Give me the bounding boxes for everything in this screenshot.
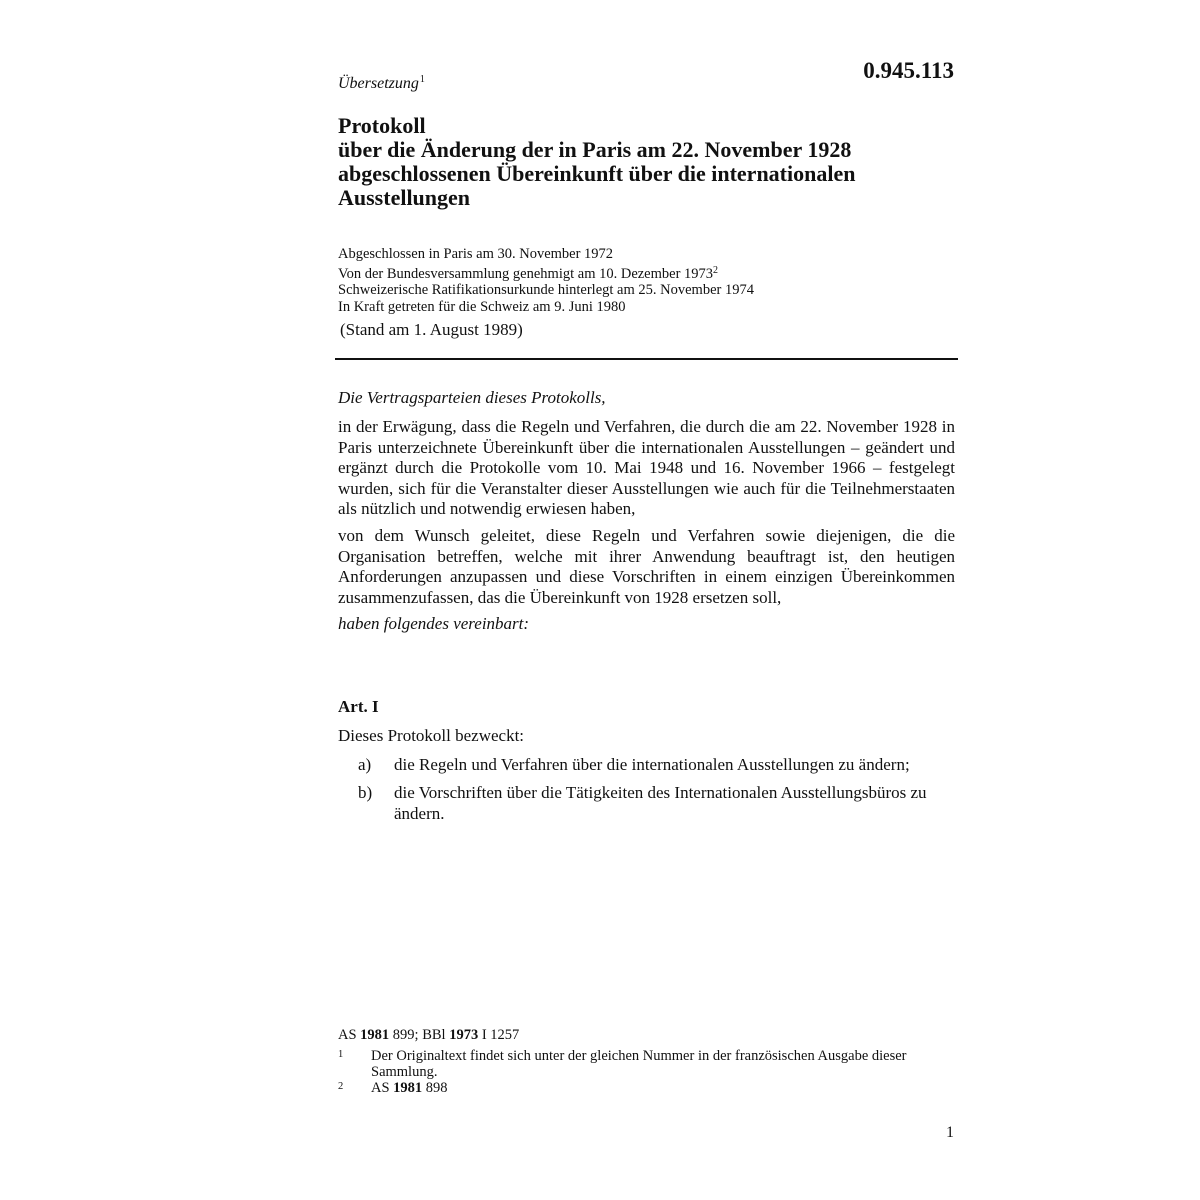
approved-line [338,263,958,283]
article-heading: Art. I [338,697,379,716]
source-reference [338,1027,519,1044]
preamble-parties: Die Vertragsparteien dieses Protokolls, [338,388,606,407]
list-item [358,755,956,776]
footnote-ref-1[interactable]: 1 [419,74,425,85]
title-line: über die Änderung der in Paris am 22. November 1928 [338,137,852,162]
source-as-label: AS [338,1027,361,1043]
footnote-ref-2[interactable]: 2 [713,264,719,276]
preamble-agreed: haben folgendes vereinbart: [338,614,530,633]
page-number: 1 [946,1124,954,1141]
concluded-line: Abgeschlossen in Paris am 30. November 1972 [338,246,614,262]
source-as-page: 899; BBl [389,1027,450,1043]
source-bbl-year: 1973 [449,1027,479,1043]
footnote-as-label: AS [371,1080,394,1096]
ratified-line: Schweizerische Ratifikationsurkunde hinterlegt am 25. November 1974 [338,282,754,298]
title-line: abgeschlossenen Übereinkunft über die internationalen [338,161,856,186]
footnote-number: 2 [338,1081,344,1092]
translation-text: Übersetzung [338,75,419,92]
header-divider [335,358,958,360]
list-marker: a) [358,755,372,774]
footnote-as-year: 1981 [393,1080,423,1096]
footnote-1 [338,1049,955,1080]
document-title [338,114,958,210]
list-item [358,783,956,824]
footnote-number: 1 [338,1049,344,1060]
list-marker: b) [358,783,373,802]
source-as-year: 1981 [360,1027,390,1043]
footnote-text [371,1081,955,1097]
document-metadata [338,246,958,315]
source-bbl-ref: I 1257 [478,1027,520,1043]
in-force-line: In Kraft getreten für die Schweiz am 9. Juni 1980 [338,298,626,315]
article-intro: Dieses Protokoll bezweckt: [338,726,525,745]
preamble-desiring: von dem Wunsch geleitet, diese Regeln und Verfahren sowie diejenigen, die die Organisation betreffen, welche mit ihrer Anwendung beauftragt ist, den heutigen Anforderungen anzupassen und diese Vorschriften in einem einzigen Übereinkommen zusammenzufassen, das die Übereinkunft von 1928 ersetzen soll, [338,526,955,607]
title-line: Ausstellungen [338,185,471,210]
title-line: Protokoll [338,113,426,138]
sr-number: 0.945.113 [863,58,954,83]
footnote-2 [338,1081,955,1097]
approved-text: Von der Bundesversammlung genehmigt am 10. Dezember 1973 [338,265,714,282]
footnote-text: Der Originaltext findet sich unter der gleichen Nummer in der französischen Ausgabe dieser Sammlung. [371,1048,907,1080]
list-text: die Regeln und Verfahren über die internationalen Ausstellungen zu ändern; [394,755,910,774]
status-date: (Stand am 1. August 1989) [340,320,523,339]
preamble-considering: in der Erwägung, dass die Regeln und Verfahren, die durch die am 22. November 1928 in Paris unterzeichnete Übereinkunft über die internationalen Ausstellungen – geändert und ergänzt durch die Protokolle vom 10. Mai 1948 und 16. November 1966 – festgelegt wurden, sich für die Veranstalter dieser Ausstellungen wie auch für die Teilnehmerstaaten als nützlich und notwendig erwiesen haben, [338,417,955,518]
translation-label [338,74,425,93]
footnote-as-page: 898 [422,1080,448,1096]
list-text: die Vorschriften über die Tätigkeiten des Internationalen Ausstellungsbüros zu ändern. [394,783,927,823]
